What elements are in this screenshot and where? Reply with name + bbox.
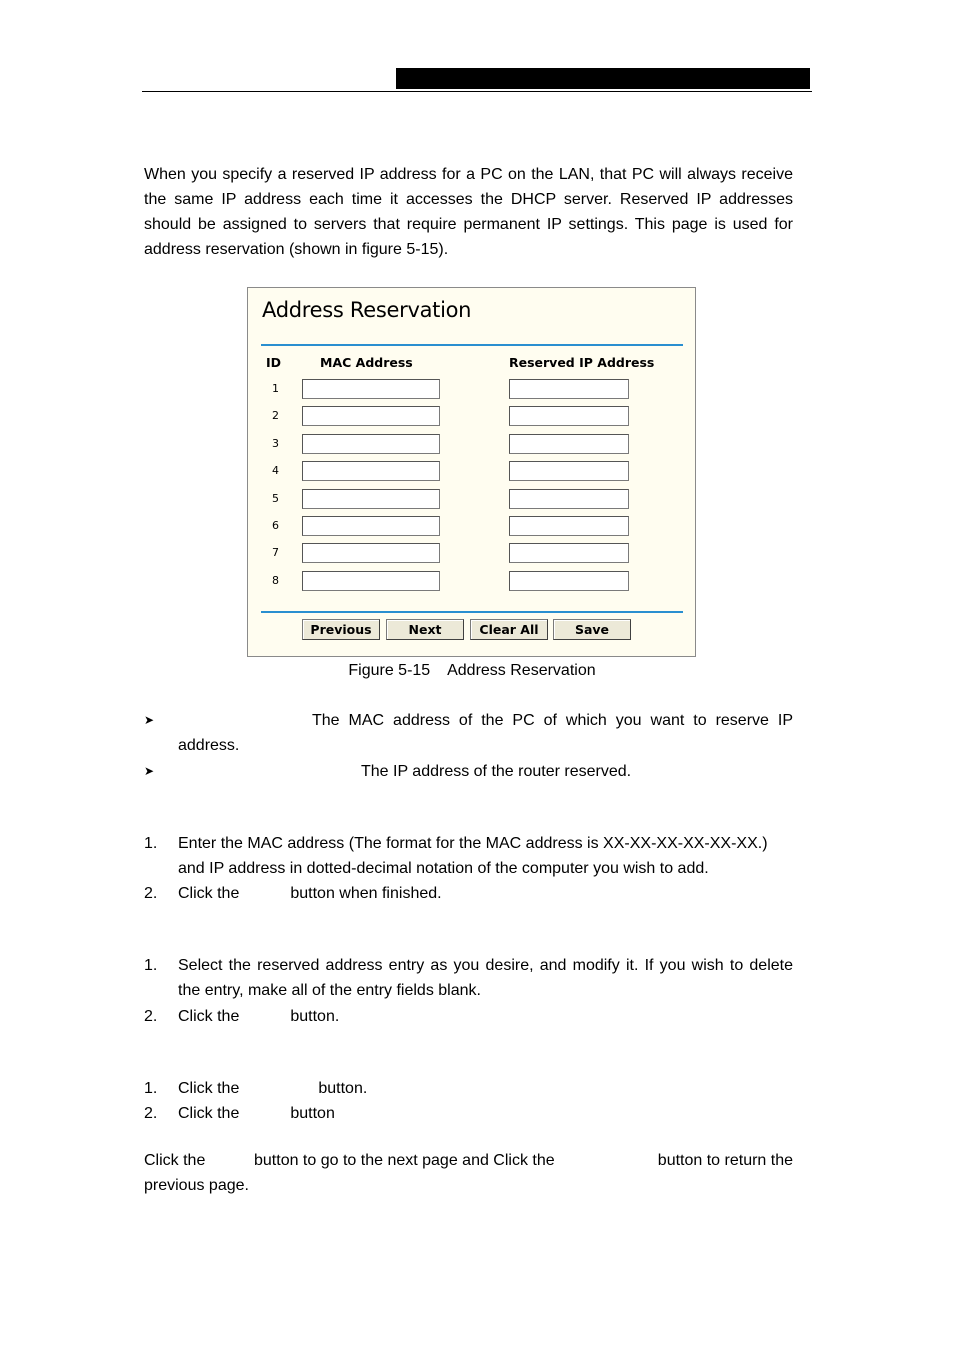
table-row (248, 406, 695, 428)
row-id: 7 (272, 546, 279, 559)
row-id: 1 (272, 382, 279, 395)
reserved-ip-input[interactable] (509, 406, 629, 426)
navigation-paragraph (144, 1148, 793, 1198)
column-header-id: ID (266, 355, 282, 370)
step-text (178, 1076, 793, 1101)
intro-paragraph: When you specify a reserved IP address for a PC on the LAN, that PC will always receive the same IP address each time it accesses the DHCP server. Reserved IP addresses should be assigned to servers that require permanent IP settings. This page is used for address reservation (shown in figure 5-15). (144, 166, 793, 258)
panel-bottom-rule (261, 611, 683, 613)
mac-address-input[interactable] (302, 516, 440, 536)
mac-address-input[interactable] (302, 406, 440, 426)
row-id: 6 (272, 519, 279, 532)
mac-address-input[interactable] (302, 434, 440, 454)
mac-address-input[interactable] (302, 543, 440, 563)
mac-address-input[interactable] (302, 379, 440, 399)
row-id: 8 (272, 574, 279, 587)
mac-address-input[interactable] (302, 571, 440, 591)
reserved-ip-input[interactable] (509, 489, 629, 509)
header-rule (142, 91, 812, 92)
address-reservation-panel (247, 287, 696, 657)
step-text-a: Click the (178, 1105, 240, 1122)
step-number: 1. (144, 957, 158, 974)
panel-top-rule (261, 344, 683, 346)
column-header-mac: MAC Address (320, 355, 413, 370)
step-number: 2. (144, 1008, 158, 1025)
row-id: 4 (272, 464, 279, 477)
step-text (178, 881, 793, 906)
panel-title: Address Reservation (262, 298, 472, 322)
nav-text-b: button to go to the next page and Click the (254, 1152, 555, 1169)
nav-text-d: previous page. (144, 1177, 249, 1194)
step-text-a: Click the (178, 1008, 240, 1025)
reserved-ip-input[interactable] (509, 379, 629, 399)
step-text-b: button (290, 1105, 335, 1122)
step-number: 1. (144, 1080, 158, 1097)
figure-caption: Figure 5-15 Address Reservation (348, 662, 596, 679)
step-text-b: button. (290, 1008, 340, 1025)
row-id: 2 (272, 409, 279, 422)
arrow-bullet-icon: ➤ (144, 764, 155, 778)
table-row (248, 461, 695, 483)
step-number: 1. (144, 835, 158, 852)
bullet-text: The IP address of the router reserved. (361, 763, 632, 780)
mac-address-input[interactable] (302, 461, 440, 481)
table-row (248, 489, 695, 511)
previous-button[interactable]: Previous (302, 619, 380, 640)
step-text (178, 1004, 793, 1029)
step-text-a: Click the (178, 885, 240, 902)
reserved-ip-input[interactable] (509, 543, 629, 563)
table-row (248, 516, 695, 538)
step-number: 2. (144, 885, 158, 902)
step-text (178, 1101, 793, 1126)
column-header-ip: Reserved IP Address (509, 355, 655, 370)
table-row (248, 571, 695, 593)
table-row (248, 379, 695, 401)
table-row (248, 434, 695, 456)
step-number: 2. (144, 1105, 158, 1122)
step-text: Select the reserved address entry as you desire, and modify it. If you wish to delete the entry, make all of the entry fields blank. (178, 957, 793, 999)
bullet-text: The MAC address of the PC of which you want to reserve IP address. (178, 712, 793, 754)
reserved-ip-input[interactable] (509, 516, 629, 536)
header-bar (396, 68, 810, 89)
reserved-ip-input[interactable] (509, 461, 629, 481)
nav-text-a: Click the (144, 1152, 206, 1169)
step-text-b: button. (318, 1080, 368, 1097)
step-text-a: Click the (178, 1080, 240, 1097)
arrow-bullet-icon: ➤ (144, 713, 155, 727)
row-id: 3 (272, 437, 279, 450)
step-text: Enter the MAC address (The format for the MAC address is XX-XX-XX-XX-XX-XX.) and IP address in dotted-decimal notation of the computer you wish to add. (178, 835, 768, 877)
reserved-ip-input[interactable] (509, 571, 629, 591)
reserved-ip-input[interactable] (509, 434, 629, 454)
clear-all-button[interactable]: Clear All (470, 619, 548, 640)
next-button[interactable]: Next (386, 619, 464, 640)
mac-address-input[interactable] (302, 489, 440, 509)
row-id: 5 (272, 492, 279, 505)
nav-text-c: button to return the (657, 1152, 793, 1169)
table-row (248, 543, 695, 565)
save-button[interactable]: Save (553, 619, 631, 640)
step-text-b: button when finished. (290, 885, 442, 902)
